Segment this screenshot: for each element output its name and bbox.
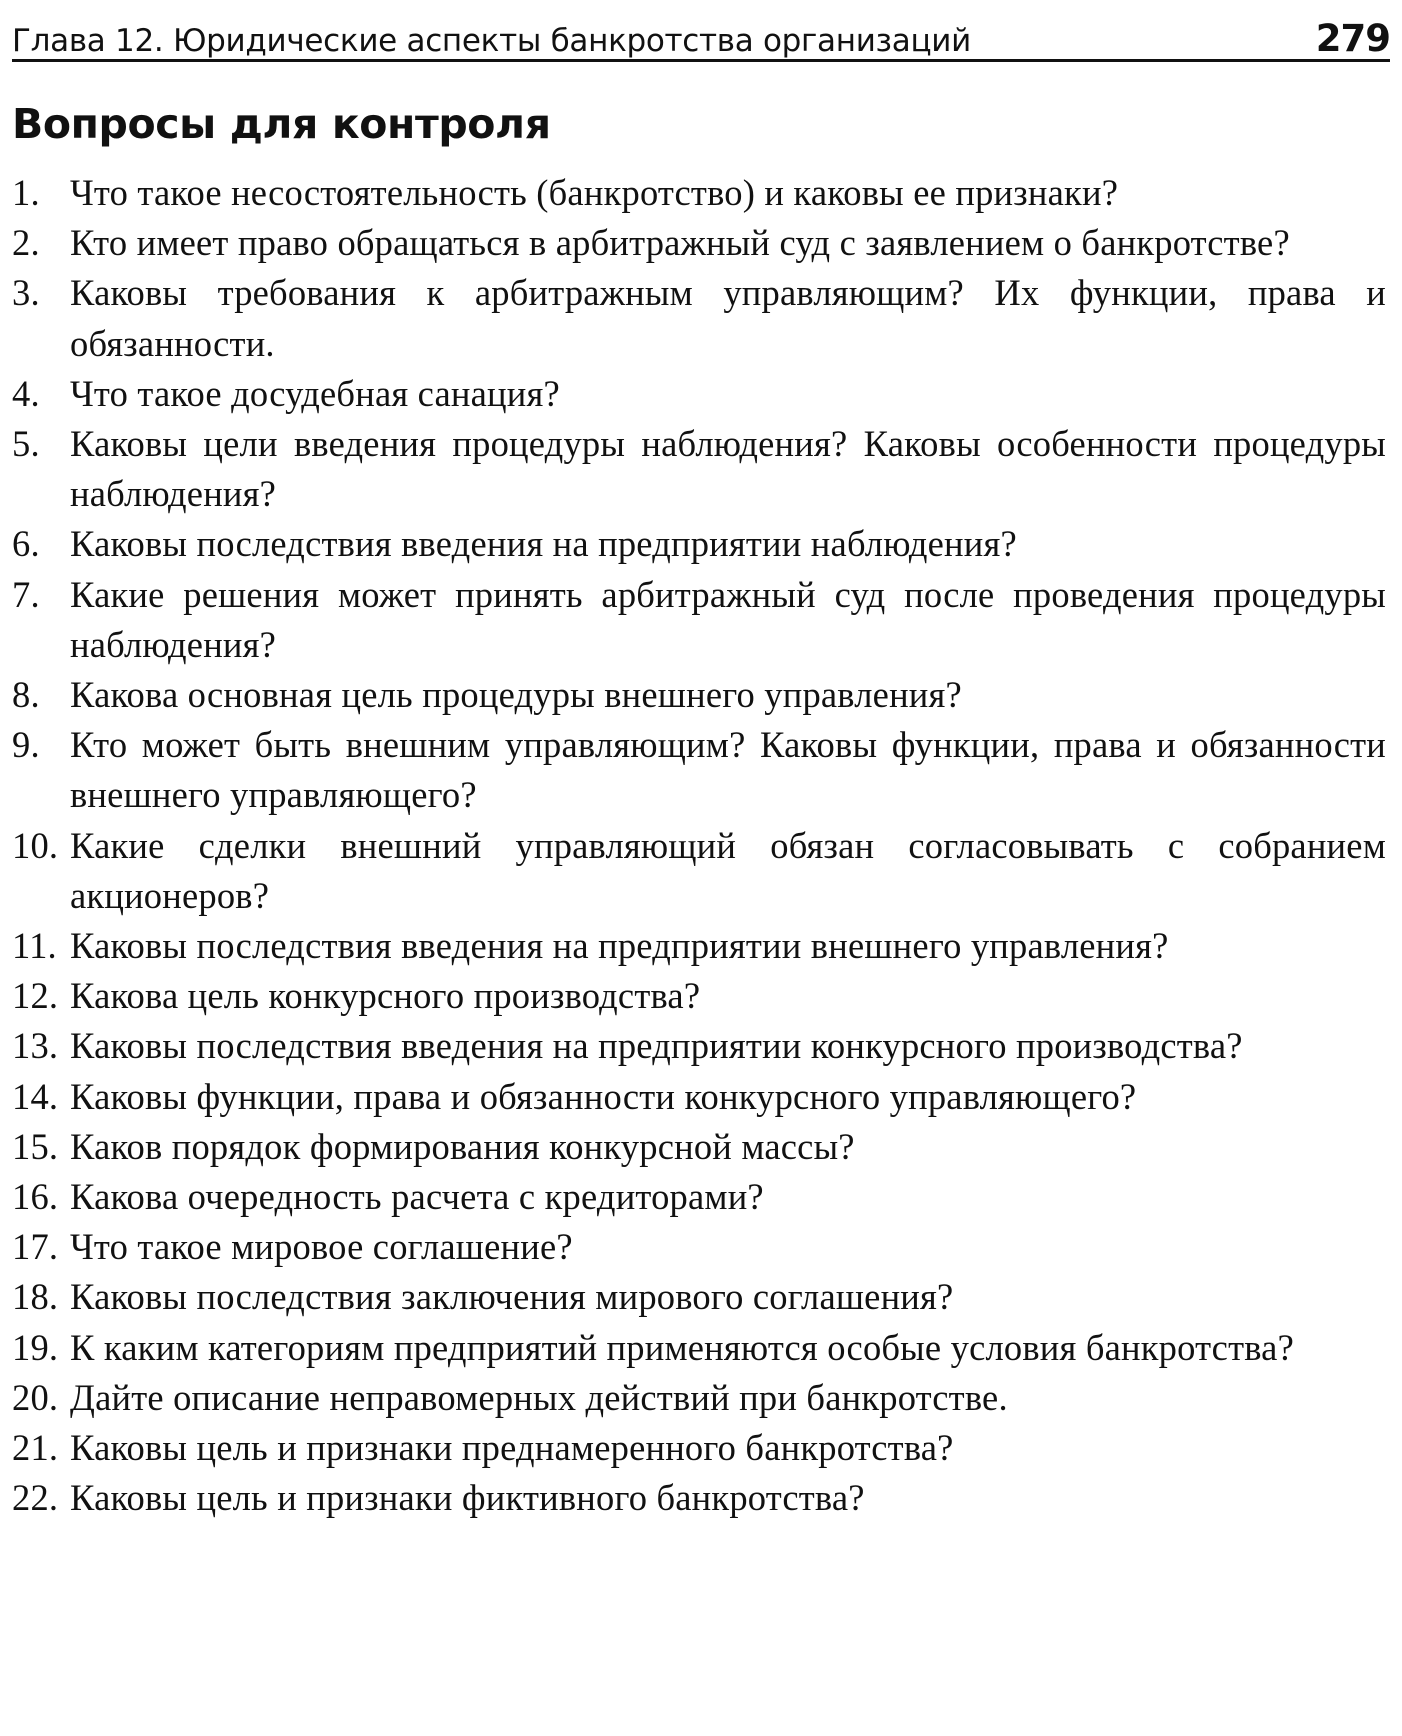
questions-list — [12, 168, 1390, 1523]
question-item — [12, 419, 1390, 519]
question-number: 16. — [12, 1176, 59, 1218]
question-item — [12, 369, 1390, 419]
question-item — [12, 1473, 1390, 1523]
question-item — [12, 1122, 1390, 1172]
question-item — [12, 1373, 1390, 1423]
question-text: Какие сделки внешний управляющий обязан согласовывать с собранием акционеров? — [70, 824, 1386, 916]
question-item — [12, 1072, 1390, 1122]
question-text: Каковы цели введения процедуры наблюдения? Каковы особенности процедуры наблюдения? — [70, 423, 1386, 515]
question-number: 12. — [12, 975, 59, 1017]
question-number: 14. — [12, 1075, 59, 1117]
question-number: 4. — [12, 372, 40, 414]
question-text: Каковы цель и признаки фиктивного банкротства? — [70, 1477, 865, 1519]
question-number: 8. — [12, 674, 40, 716]
question-number: 9. — [12, 724, 40, 766]
question-item — [12, 670, 1390, 720]
question-number: 19. — [12, 1326, 59, 1368]
question-item — [12, 1222, 1390, 1272]
question-text: Каковы функции, права и обязанности конкурсного управляющего? — [70, 1075, 1137, 1117]
question-item — [12, 1323, 1390, 1373]
question-text: Каковы последствия введения на предприятии внешнего управления? — [70, 925, 1169, 967]
question-text: Какова основная цель процедуры внешнего управления? — [70, 674, 962, 716]
question-text: Что такое досудебная санация? — [70, 372, 560, 414]
question-item — [12, 519, 1390, 569]
question-number: 11. — [12, 925, 57, 967]
question-text: Каковы последствия заключения мирового соглашения? — [70, 1276, 954, 1318]
question-item — [12, 720, 1390, 820]
question-text: Кто может быть внешним управляющим? Каковы функции, права и обязанности внешнего управляющего? — [70, 724, 1386, 816]
question-text: Какова очередность расчета с кредиторами? — [70, 1176, 764, 1218]
question-text: Кто имеет право обращаться в арбитражный суд с заявлением о банкротстве? — [70, 222, 1290, 264]
question-number: 5. — [12, 423, 40, 465]
question-number: 1. — [12, 172, 40, 213]
question-number: 2. — [12, 222, 40, 264]
chapter-title: Глава 12. Юридические аспекты банкротства организаций — [12, 23, 971, 59]
question-item — [12, 921, 1390, 971]
question-text: Каковы цель и признаки преднамеренного банкротства? — [70, 1427, 954, 1469]
question-item — [12, 1021, 1390, 1071]
question-text: Дайте описание неправомерных действий при банкротстве. — [70, 1376, 1008, 1418]
question-item — [12, 821, 1390, 921]
question-text: Какие решения может принять арбитражный суд после проведения процедуры наблюдения? — [70, 573, 1386, 665]
question-number: 3. — [12, 272, 40, 314]
question-text: Что такое несостоятельность (банкротство) и каковы ее признаки? — [70, 172, 1119, 213]
question-number: 20. — [12, 1376, 59, 1418]
question-number: 13. — [12, 1025, 59, 1067]
question-item — [12, 218, 1390, 268]
question-text: Каковы последствия введения на предприятии наблюдения? — [70, 523, 1017, 565]
question-text: К каким категориям предприятий применяются особые условия банкротства? — [70, 1326, 1294, 1368]
running-header — [12, 10, 1390, 62]
question-number: 15. — [12, 1125, 59, 1167]
question-item — [12, 168, 1390, 218]
page-number: 279 — [1315, 17, 1390, 60]
question-number: 21. — [12, 1427, 59, 1469]
question-item — [12, 1272, 1390, 1322]
question-text: Что такое мировое соглашение? — [70, 1226, 573, 1268]
question-item — [12, 268, 1390, 368]
question-text: Каков порядок формирования конкурсной массы? — [70, 1125, 855, 1167]
question-item — [12, 570, 1390, 670]
question-text: Каковы требования к арбитражным управляющим? Их функции, права и обязанности. — [70, 272, 1386, 364]
question-item — [12, 971, 1390, 1021]
question-number: 7. — [12, 573, 40, 615]
question-text: Какова цель конкурсного производства? — [70, 975, 701, 1017]
question-number: 22. — [12, 1477, 59, 1519]
question-number: 6. — [12, 523, 40, 565]
question-item — [12, 1423, 1390, 1473]
question-text: Каковы последствия введения на предприятии конкурсного производства? — [70, 1025, 1243, 1067]
question-number: 10. — [12, 824, 59, 866]
section-title: Вопросы для контроля — [12, 100, 551, 148]
question-number: 18. — [12, 1276, 59, 1318]
question-item — [12, 1172, 1390, 1222]
question-number: 17. — [12, 1226, 59, 1268]
